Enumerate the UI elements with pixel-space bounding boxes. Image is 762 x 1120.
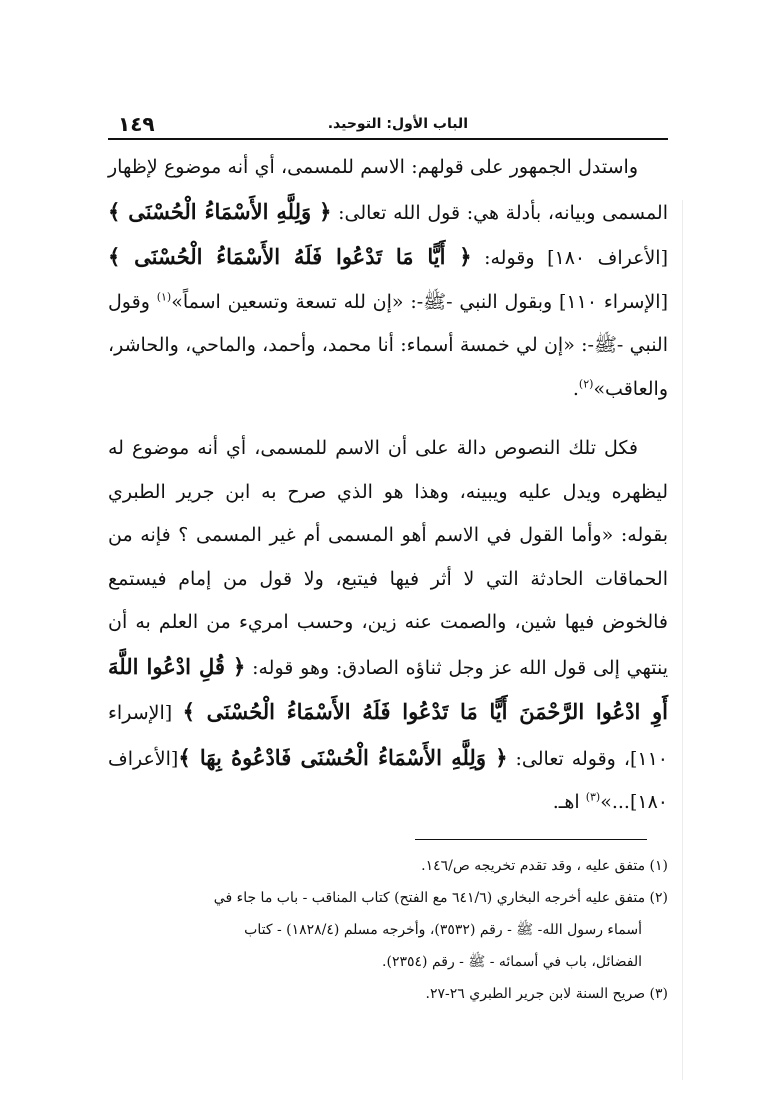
footnotes — [108, 850, 668, 1010]
footnote-2-line-3: الفضائل، باب في أسمائه - ﷺ - رقم (٢٣٥٤). — [382, 954, 642, 970]
page-edge-line — [682, 200, 683, 1080]
footnote-ref-1[interactable]: (١) — [156, 290, 172, 304]
quran-quote-1: ﴿ وَلِلَّهِ الأَسْمَاءُ الْحُسْنَى ﴾ — [108, 198, 332, 224]
quran-quote-2: ﴿ أَيًّا مَا تَدْعُوا فَلَهُ الأَسْمَاءُ الْحُسْنَى ﴾ — [108, 244, 472, 269]
para2-text-c: [الأعراف ١٨٠]...» — [108, 747, 668, 813]
body-text — [108, 146, 668, 825]
page-number: ١٤٩ — [118, 112, 155, 136]
paragraph-1 — [108, 146, 668, 411]
para1-text-c: [الإسراء ١١٠] وبقول النبي -ﷺ-: «إن لله تسعة وتسعين اسماً» — [171, 290, 668, 313]
quran-quote-3: ﴿ قُلِ ادْعُوا اللَّهَ أَوِ ادْعُوا الرَّحْمَنَ أَيًّا مَا تَدْعُوا فَلَهُ الأَسْمَاءُ الْحُسْنَى ﴾ — [108, 653, 668, 724]
quran-quote-4: ﴿ وَلِلَّهِ الأَسْمَاءُ الْحُسْنَى فَادْعُوهُ بِهَا ﴾ — [178, 744, 508, 770]
para2-text-a: فكل تلك النصوص دالة على أن الاسم للمسمى، أي أنه موضوع له ليظهره ويدل عليه ويبينه، وهذا هو الذي صرح به ابن جرير الطبري بقوله: «وأما القول في الاسم أهو المسمى أم غير المسمى ؟ فإنه من الحماقات الحادثة التي لا أثر فيها فيتبع، ولا قول من إمام فيستمع فالخوض فيها شين، والصمت عنه زين، وحسب امريء من العلم به أن ينتهي إلى قول الله عز وجل ثناؤه الصادق: وهو قوله: — [108, 437, 668, 679]
running-header — [108, 112, 668, 140]
para1-text-d: وقول النبي -ﷺ-: «إن لي خمسة أسماء: أنا محمد، وأحمد، والماحي، والحاشر، والعاقب» — [108, 290, 668, 400]
para2-text-d: اهـ. — [552, 791, 586, 813]
footnote-ref-3[interactable]: (٣) — [585, 790, 601, 804]
footnote-2-line-1: (٢) متفق عليه أخرجه البخاري (٦٤١/٦ مع الفتح) كتاب المناقب - باب ما جاء في — [213, 890, 668, 906]
footnote-3: (٣) صريح السنة لابن جرير الطبري ٢٦-٢٧. — [425, 986, 668, 1002]
paragraph-2 — [108, 427, 668, 825]
document-page — [108, 112, 668, 825]
chapter-title: الباب الأول: التوحيد. — [327, 116, 468, 132]
footnote-1: (١) متفق عليه ، وقد تقدم تخريجه ص/١٤٦. — [421, 858, 668, 874]
paragraph-gap — [108, 411, 668, 427]
para1-text-e: . — [572, 377, 579, 400]
para1-text-b: [الأعراف ١٨٠] وقوله: — [471, 247, 668, 269]
footnote-2-line-2: أسماء رسول الله- ﷺ - رقم (٣٥٣٢)، وأخرجه مسلم (١٨٢٨/٤) - كتاب — [244, 922, 642, 938]
para2-text-b: [الإسراء ١١٠]، وقوله تعالى: — [108, 702, 668, 770]
footnote-divider — [415, 839, 647, 840]
para1-text-a: واستدل الجمهور على قولهم: الاسم للمسمى، أي أنه موضوع لإظهار المسمى وبيانه، بأدلة هي: قول الله تعالى: — [108, 156, 668, 224]
footnote-ref-2[interactable]: (٢) — [578, 377, 594, 391]
